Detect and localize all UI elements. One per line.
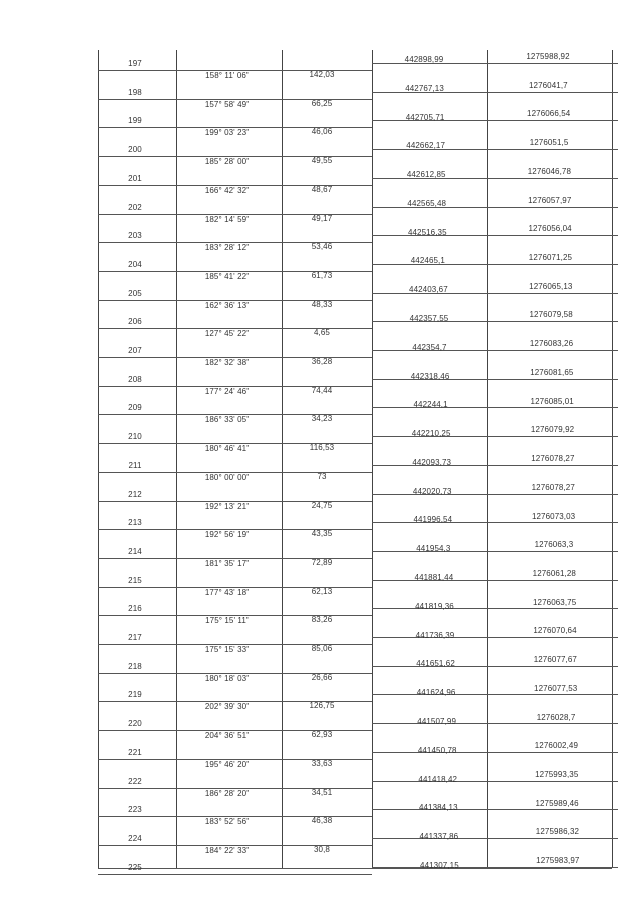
coord-x: 441996,54 (413, 515, 453, 525)
coord-x: 441624,96 (416, 688, 456, 698)
coord-x: 442244,1 (413, 400, 448, 410)
point-number: 200 (128, 145, 142, 155)
coord-x: 442705,71 (405, 112, 445, 122)
segment-length: 46,38 (311, 816, 333, 826)
coord-x: 441384,13 (418, 803, 458, 813)
direction-angle: 127° 45' 22" (204, 329, 250, 339)
coord-y: 1276066,54 (527, 109, 571, 119)
coord-x: 442767,13 (405, 83, 444, 93)
coord-y: 1276046,78 (527, 166, 572, 176)
point-number: 221 (128, 747, 142, 757)
segment-length: 142,03 (309, 70, 335, 79)
point-number: 199 (128, 116, 142, 126)
point-number: 222 (128, 776, 142, 786)
direction-angle: 202° 39' 30" (204, 702, 250, 712)
point-number: 205 (128, 288, 142, 298)
coord-x: 441954,3 (416, 544, 451, 554)
coord-x: 442662,17 (406, 141, 445, 151)
direction-angle: 162° 36' 13" (204, 300, 250, 310)
coord-y: 1276056,04 (528, 224, 572, 234)
segment-length: 73 (317, 471, 327, 481)
coord-y: 1275988,92 (526, 52, 570, 61)
point-number: 220 (128, 719, 142, 729)
segment-length: 83,26 (311, 615, 333, 625)
point-number: 214 (128, 546, 142, 556)
coord-x: 442357,55 (409, 314, 449, 324)
direction-angle: 157° 58' 49" (204, 99, 250, 109)
direction-angle: 177° 43' 18" (204, 587, 250, 597)
point-number: 218 (128, 661, 142, 671)
coord-y: 1276077,53 (534, 683, 578, 693)
coord-y: 1276065,13 (529, 281, 573, 291)
coord-y: 1275993,35 (535, 770, 579, 779)
segment-length: 62,93 (311, 730, 333, 740)
coord-y: 1276051,5 (529, 138, 569, 148)
coord-x: 441307,15 (420, 860, 459, 870)
segment-length: 49,55 (311, 156, 333, 166)
direction-angle: 185° 28' 00" (204, 157, 250, 167)
coord-x: 442354,7 (412, 342, 447, 352)
coord-y: 1276083,26 (529, 339, 574, 349)
coord-x: 441337,86 (419, 832, 459, 842)
coord-y: 1276071,25 (528, 253, 573, 263)
point-number: 197 (128, 59, 142, 68)
coord-x: 442210,25 (411, 429, 451, 439)
coord-x: 441418,42 (418, 774, 458, 784)
coord-x: 442318,46 (410, 371, 450, 381)
coord-x: 442565,48 (407, 198, 447, 208)
coord-y: 1276057,97 (528, 195, 572, 205)
coord-x: 442516,35 (407, 227, 447, 237)
coord-x: 441819,36 (415, 601, 454, 611)
coord-x: 441881,44 (414, 573, 454, 583)
point-number: 198 (128, 87, 142, 97)
point-number: 202 (128, 202, 142, 212)
direction-angle: 175° 15' 33" (204, 645, 250, 654)
segment-length: 126,75 (309, 701, 335, 711)
direction-angle: 185° 41' 22" (204, 271, 250, 281)
segment-length: 43,35 (311, 529, 333, 539)
column-rule (98, 50, 99, 868)
coord-x: 441450,78 (417, 745, 457, 755)
point-number: 217 (128, 633, 142, 642)
segment-length: 33,63 (311, 758, 333, 768)
point-number: 207 (128, 346, 142, 355)
segment-length: 62,13 (311, 586, 333, 596)
segment-length: 85,06 (311, 644, 333, 653)
direction-angle: 166° 42' 32" (204, 185, 250, 195)
coord-y: 1276063,75 (533, 597, 577, 607)
direction-angle: 180° 00' 00" (204, 472, 250, 482)
direction-angle: 183° 52' 56" (204, 817, 250, 827)
table-bottom-rule (98, 868, 612, 869)
segment-length: 48,33 (311, 299, 333, 309)
coord-x: 442898,99 (404, 55, 444, 64)
point-number: 225 (128, 862, 142, 872)
point-number: 203 (128, 231, 142, 241)
coord-x: 441651,62 (416, 659, 455, 669)
direction-angle: 180° 46' 41" (204, 444, 250, 454)
direction-angle: 199° 03' 23" (204, 128, 250, 138)
coord-y: 1276063,3 (534, 540, 574, 550)
direction-angle: 195° 46' 20" (204, 759, 250, 769)
direction-angle: 158° 11' 06" (205, 71, 249, 80)
coord-x: 441507,99 (417, 716, 456, 726)
segment-length: 34,23 (311, 414, 333, 424)
segment-length: 24,75 (311, 500, 333, 510)
direction-angle: 177° 24' 46" (204, 386, 250, 396)
coord-y: 1276078,27 (531, 482, 575, 492)
segment-length: 116,53 (309, 443, 335, 453)
coord-x: 441736,39 (415, 630, 455, 640)
segment-length: 34,51 (311, 787, 333, 797)
point-number: 209 (128, 403, 142, 413)
direction-angle: 192° 56' 19" (204, 530, 250, 540)
coord-y: 1276070,64 (533, 626, 577, 636)
coord-y: 1276081,65 (530, 367, 574, 377)
segment-length: 49,17 (311, 213, 333, 223)
direction-angle: 186° 28' 20" (204, 788, 250, 798)
direction-angle: 184° 22' 33" (204, 845, 250, 855)
coord-y: 1276085,01 (530, 396, 574, 406)
point-number: 210 (128, 432, 142, 442)
point-number: 204 (128, 259, 142, 269)
direction-angle: 182° 14' 59" (204, 214, 250, 224)
coord-x: 442612,85 (406, 170, 446, 180)
coord-x: 442093,73 (412, 457, 452, 467)
column-rule (372, 50, 373, 868)
column-rule (176, 50, 177, 868)
coord-y: 1275983,97 (536, 856, 580, 866)
coord-x: 442020,73 (412, 486, 452, 496)
direction-angle: 183° 28' 12" (204, 243, 250, 253)
coord-y: 1276077,67 (533, 655, 577, 665)
direction-angle: 180° 18' 03" (204, 673, 250, 683)
point-number: 213 (128, 518, 142, 528)
segment-length: 72,89 (311, 557, 333, 567)
segment-length: 30,8 (314, 844, 330, 854)
segment-length: 46,06 (311, 127, 333, 137)
coord-x: 442465,1 (410, 256, 445, 266)
coord-y: 1276002,49 (534, 741, 579, 751)
point-number: 223 (128, 805, 142, 815)
segment-length: 74,44 (311, 385, 333, 395)
coord-y: 1275989,46 (535, 798, 579, 808)
direction-angle: 204° 36' 51" (204, 731, 250, 741)
point-number: 208 (128, 374, 142, 384)
point-number: 212 (128, 489, 142, 499)
direction-angle: 186° 33' 05" (204, 415, 250, 425)
segment-length: 36,28 (311, 357, 333, 366)
coord-y: 1276079,58 (529, 310, 573, 320)
point-number: 206 (128, 317, 142, 327)
column-rule (282, 50, 283, 868)
segment-length: 66,25 (311, 98, 333, 108)
segment-length: 26,66 (311, 672, 333, 682)
column-rule (612, 50, 613, 868)
segment-length: 53,46 (311, 242, 333, 252)
coord-y: 1276078,27 (531, 454, 575, 464)
direction-angle: 192° 13' 21" (204, 501, 250, 511)
segment-length: 4,65 (314, 328, 330, 338)
row-rule-left (98, 874, 372, 875)
coord-x: 442403,67 (409, 285, 448, 295)
point-number: 215 (128, 575, 142, 585)
point-number: 219 (128, 690, 142, 700)
point-number: 211 (128, 460, 142, 470)
coord-y: 1276073,03 (531, 511, 576, 521)
coord-y: 1276041,7 (528, 80, 568, 90)
point-number: 201 (128, 173, 142, 183)
segment-length: 48,67 (311, 184, 333, 194)
coord-y: 1276028,7 (536, 712, 576, 722)
segment-length: 61,73 (311, 270, 333, 280)
point-number: 216 (128, 604, 142, 614)
direction-angle: 182° 32' 38" (204, 358, 250, 367)
direction-angle: 181° 35' 17" (204, 558, 250, 568)
direction-angle: 175° 15' 11" (205, 616, 249, 626)
coord-y: 1275986,32 (535, 827, 580, 837)
coord-y: 1276061,28 (532, 568, 576, 578)
coord-y: 1276079,92 (530, 425, 575, 435)
point-number: 224 (128, 833, 142, 843)
